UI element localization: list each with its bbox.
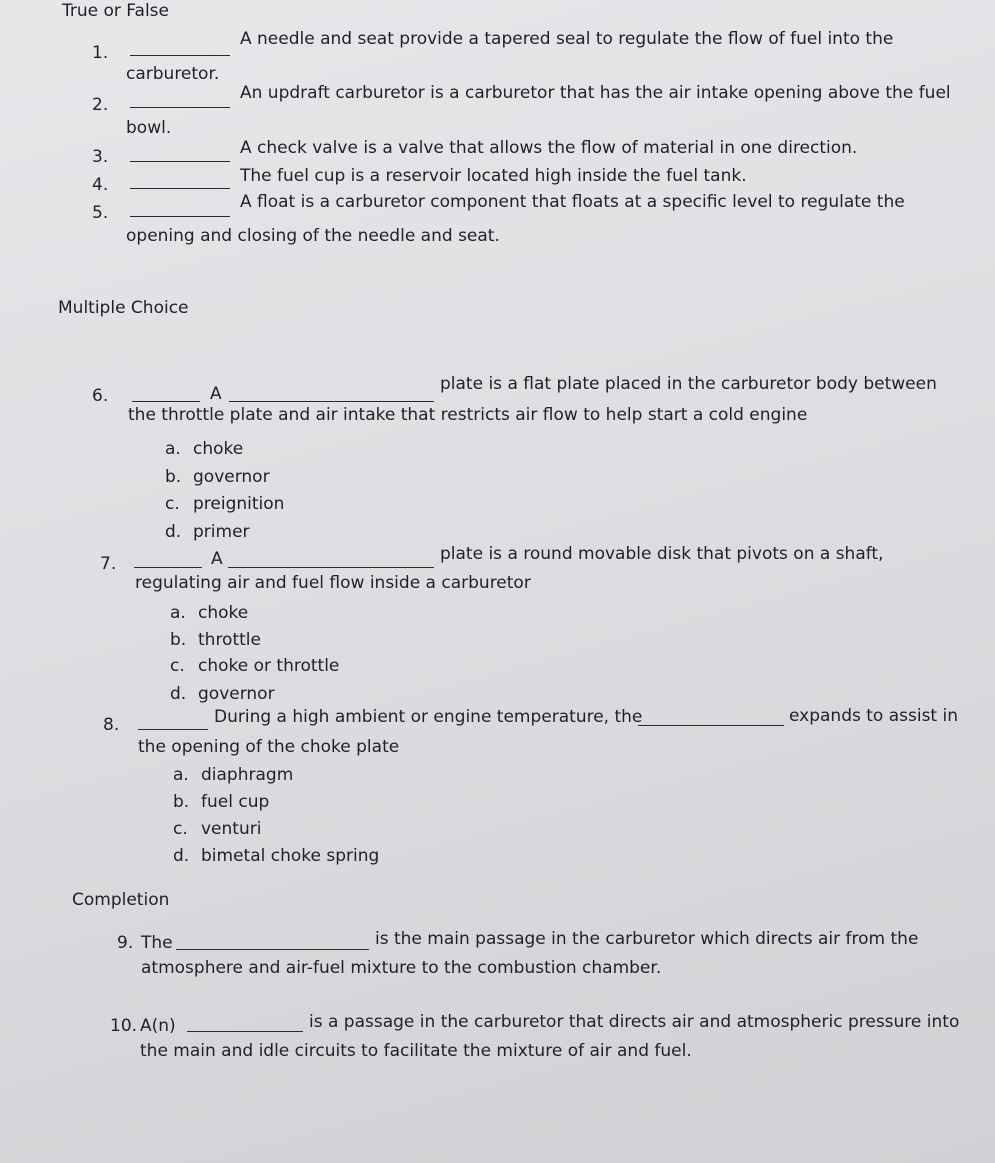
question-number: 9.: [117, 933, 134, 953]
answer-blank[interactable]: [132, 401, 200, 402]
question-number: 4.: [92, 175, 109, 195]
option-a[interactable]: a. choke: [170, 603, 249, 623]
option-a[interactable]: a. diaphragm: [173, 765, 294, 785]
question-number: 1.: [92, 43, 109, 63]
fill-in-blank[interactable]: [228, 567, 434, 568]
option-b[interactable]: b. throttle: [170, 630, 261, 650]
fill-in-blank[interactable]: [229, 401, 434, 402]
answer-blank[interactable]: [130, 188, 230, 189]
question-lead: A: [210, 384, 222, 404]
option-b[interactable]: b. fuel cup: [173, 792, 270, 812]
question-number: 10.: [110, 1016, 138, 1036]
answer-blank[interactable]: [130, 216, 230, 217]
question-text-continued: the throttle plate and air intake that restricts air flow to help start a cold engine: [128, 405, 808, 425]
option-c[interactable]: c. choke or throttle: [170, 656, 340, 676]
section-heading-multiple-choice: Multiple Choice: [58, 298, 189, 318]
option-c[interactable]: c. venturi: [173, 819, 262, 839]
section-heading-completion: Completion: [72, 890, 170, 910]
fill-in-blank[interactable]: [638, 725, 784, 726]
question-text-continued: bowl.: [126, 118, 172, 138]
section-heading-true-false: True or False: [62, 1, 169, 21]
question-text-continued: the opening of the choke plate: [138, 737, 400, 757]
option-b[interactable]: b. governor: [165, 467, 270, 487]
option-a[interactable]: a. choke: [165, 439, 244, 459]
answer-blank[interactable]: [130, 55, 230, 56]
question-text: is the main passage in the carburetor which directs air from the: [375, 929, 919, 949]
question-text: A needle and seat provide a tapered seal to regulate the flow of fuel into the: [240, 29, 894, 49]
question-number: 6.: [92, 386, 109, 406]
question-text: is a passage in the carburetor that directs air and atmospheric pressure into: [309, 1012, 960, 1032]
question-lead: The: [141, 933, 173, 953]
question-text: expands to assist in: [789, 706, 959, 726]
question-lead: A(n): [140, 1016, 176, 1036]
question-text: plate is a flat plate placed in the carburetor body between: [440, 374, 937, 394]
answer-blank[interactable]: [134, 567, 202, 568]
answer-blank[interactable]: [138, 729, 208, 730]
answer-blank[interactable]: [130, 107, 230, 108]
question-text: An updraft carburetor is a carburetor that has the air intake opening above the fuel: [240, 83, 951, 103]
question-number: 7.: [100, 554, 117, 574]
option-d[interactable]: d. governor: [170, 684, 275, 704]
question-text: During a high ambient or engine temperature, the: [214, 707, 643, 727]
question-number: 8.: [103, 715, 120, 735]
fill-in-blank[interactable]: [176, 949, 369, 950]
question-number: 5.: [92, 203, 109, 223]
option-d[interactable]: d. bimetal choke spring: [173, 846, 380, 866]
question-text-continued: carburetor.: [126, 64, 220, 84]
question-text-continued: opening and closing of the needle and seat.: [126, 226, 500, 246]
question-number: 2.: [92, 95, 109, 115]
question-text: A check valve is a valve that allows the flow of material in one direction.: [240, 138, 858, 158]
option-d[interactable]: d. primer: [165, 522, 250, 542]
answer-blank[interactable]: [130, 161, 230, 162]
option-c[interactable]: c. preignition: [165, 494, 285, 514]
question-number: 3.: [92, 147, 109, 167]
question-lead: A: [211, 549, 223, 569]
question-text: The fuel cup is a reservoir located high inside the fuel tank.: [240, 166, 747, 186]
question-text: plate is a round movable disk that pivots on a shaft,: [440, 544, 884, 564]
question-text-continued: the main and idle circuits to facilitate the mixture of air and fuel.: [140, 1041, 692, 1061]
fill-in-blank[interactable]: [187, 1031, 303, 1032]
question-text-continued: regulating air and fuel flow inside a carburetor: [135, 573, 531, 593]
question-text-continued: atmosphere and air-fuel mixture to the combustion chamber.: [141, 958, 662, 978]
question-text: A float is a carburetor component that floats at a specific level to regulate the: [240, 192, 905, 212]
